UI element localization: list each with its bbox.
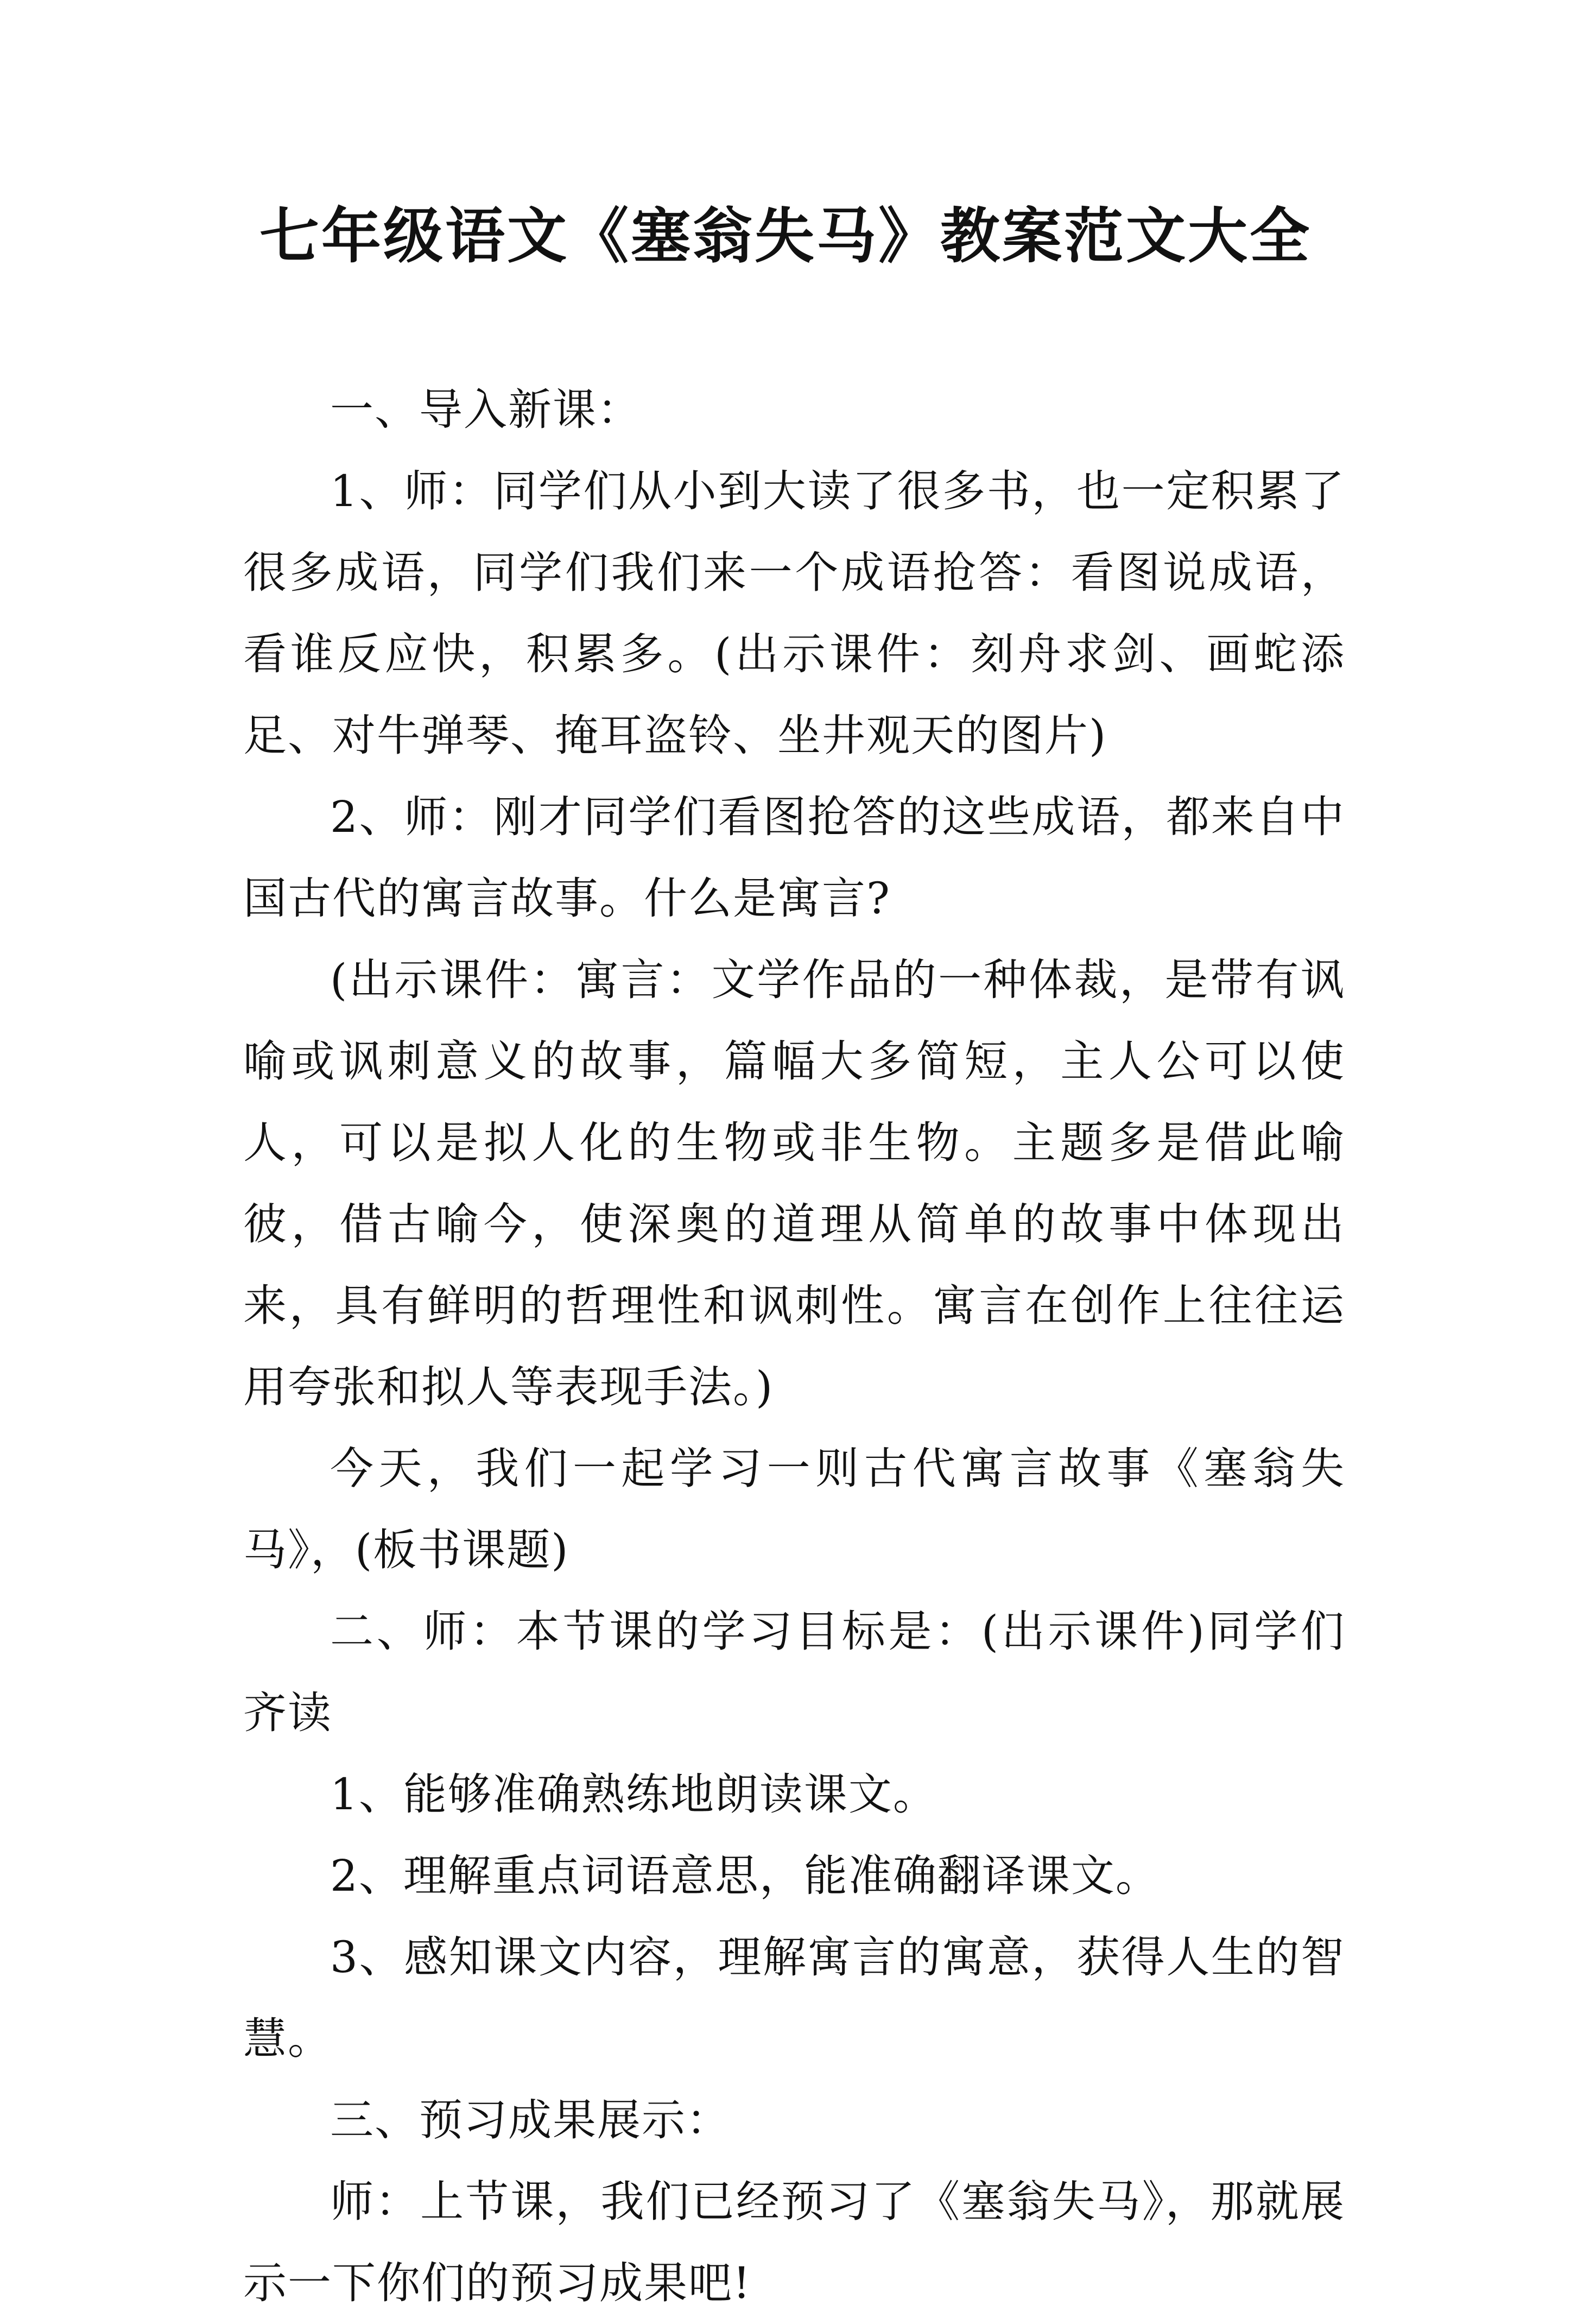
document-title: 七年级语文《塞翁失马》教案范文大全	[259, 201, 1312, 271]
paragraph-preview-text: 师：上节课，我们已经预习了《塞翁失马》，那就展示一下你们的预习成果吧!	[243, 2176, 1345, 2308]
paragraph-objective-1: 1、能够准确熟练地朗读课文。	[330, 1769, 937, 1820]
paragraph-intro-heading: 一、导入新课：	[330, 384, 642, 435]
paragraph-intro-2: 2、师：刚才同学们看图抢答的这些成语，都来自中国古代的寓言故事。什么是寓言?	[243, 792, 1345, 924]
paragraph-objective-3: 3、感知课文内容，理解寓言的寓意，获得人生的智慧。	[243, 1932, 1345, 2064]
paragraph-intro-1: 1、师：同学们从小到大读了很多书，也一定积累了很多成语，同学们我们来一个成语抢答：看图说成语，看谁反应快，积累多。(出示课件：刻舟求剑、画蛇添足、对牛弹琴、掩耳盗铃、坐井观天的图片)	[243, 466, 1345, 761]
document-body	[243, 369, 1345, 2324]
paragraph-objectives-heading: 二、师：本节课的学习目标是：(出示课件)同学们齐读	[243, 1606, 1345, 1738]
paragraph-preview-heading: 三、预习成果展示：	[330, 2095, 731, 2145]
paragraph-objective-2: 2、理解重点词语意思，能准确翻译课文。	[330, 1851, 1160, 1901]
paragraph-fable-definition: (出示课件：寓言：文学作品的一种体裁，是带有讽喻或讽刺意义的故事，篇幅大多简短，主人公可以使人，可以是拟人化的生物或非生物。主题多是借此喻彼，借古喻今，使深奥的道理从简单的故事中体现出来，具有鲜明的哲理性和讽刺性。寓言在创作上往往运用夸张和拟人等表现手法。)	[243, 955, 1345, 1412]
paragraph-today-topic: 今天，我们一起学习一则古代寓言故事《塞翁失马》，(板书课题)	[243, 1443, 1345, 1575]
